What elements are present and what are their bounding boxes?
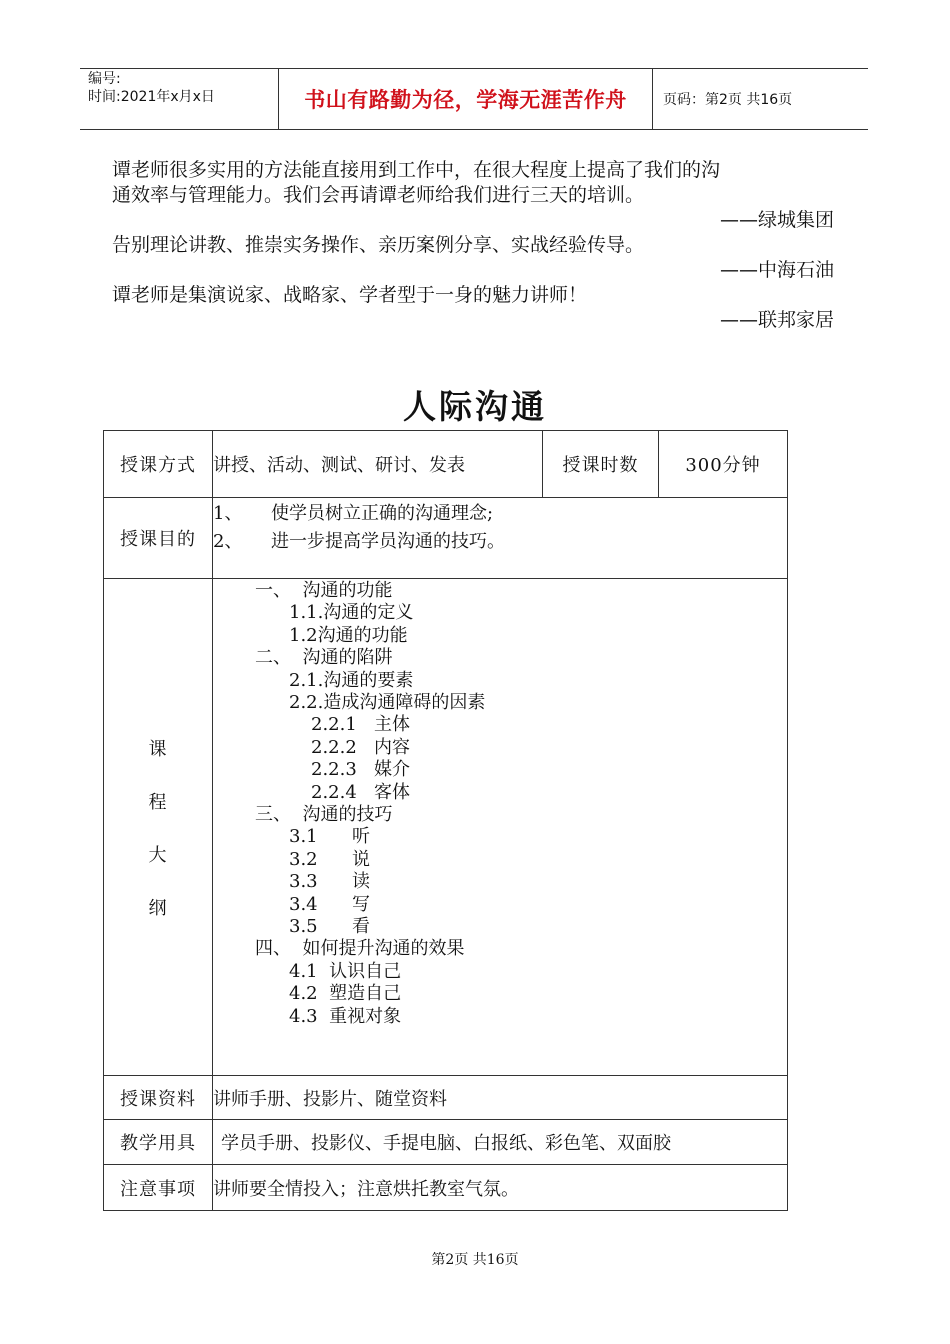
testimonial-source: ——绿城集团 xyxy=(719,209,834,231)
method-label: 授课方式 xyxy=(104,431,213,498)
method-row xyxy=(104,431,788,498)
goal-item xyxy=(213,500,787,528)
outline-label-char: 大 xyxy=(148,844,168,866)
materials-row xyxy=(104,1076,788,1120)
outline-label-char: 程 xyxy=(148,791,168,813)
course-outline xyxy=(213,579,787,1073)
page-title: 人际沟通 xyxy=(403,387,547,426)
testimonial-line: 告别理论讲教、推崇实务操作、亲历案例分享、实战经验传导。 xyxy=(112,234,645,256)
header-meta xyxy=(80,69,279,129)
outline-item: 二、 沟通的陷阱 xyxy=(255,647,393,669)
tools-label: 教学用具 xyxy=(104,1120,213,1165)
goal-cell xyxy=(213,498,788,579)
materials-label: 授课资料 xyxy=(104,1076,213,1120)
outline-label xyxy=(104,735,212,920)
method-value: 讲授、活动、测试、研讨、发表 xyxy=(213,431,543,498)
hours-value: 300分钟 xyxy=(659,431,788,498)
testimonials xyxy=(112,158,834,333)
notes-row xyxy=(104,1165,788,1211)
goal-number: 1、 xyxy=(213,503,243,524)
goal-list xyxy=(213,500,787,556)
goal-label: 授课目的 xyxy=(104,498,213,579)
outline-item: 4.3 重视对象 xyxy=(289,1005,402,1027)
goal-row xyxy=(104,498,788,579)
outline-item: 2.1.沟通的要素 xyxy=(289,669,414,691)
outline-item: 2.2.3 媒介 xyxy=(311,759,410,781)
hours-label: 授课时数 xyxy=(543,431,659,498)
testimonial-line: 谭老师很多实用的方法能直接用到工作中，在很大程度上提高了我们的沟 xyxy=(112,159,721,181)
testimonial-line: 通效率与管理能力。我们会再请谭老师给我们进行三天的培训。 xyxy=(112,184,645,206)
outline-item: 1.2沟通的功能 xyxy=(289,624,408,646)
tools-row xyxy=(104,1120,788,1165)
outline-item: 3.4 写 xyxy=(289,893,370,915)
outline-item: 3.3 读 xyxy=(289,871,370,893)
goal-number: 2、 xyxy=(213,531,243,552)
outline-label-char: 课 xyxy=(148,738,168,760)
goal-text: 使学员树立正确的沟通理念; xyxy=(271,503,494,524)
outline-item: 3.2 说 xyxy=(289,848,370,870)
outline-item: 3.5 看 xyxy=(289,916,370,937)
course-table xyxy=(103,430,788,1211)
goal-text: 进一步提高学员沟通的技巧。 xyxy=(271,531,505,552)
testimonial-line: 谭老师是集演说家、战略家、学者型于一身的魅力讲师！ xyxy=(112,284,588,306)
outline-item: 3.1 听 xyxy=(289,826,370,848)
date-label: 时间:2021年x月x日 xyxy=(88,89,215,105)
outline-item: 2.2.1 主体 xyxy=(311,714,410,736)
outline-cell xyxy=(213,579,788,1076)
outline-row xyxy=(104,579,788,1076)
notes-value: 讲师要全情投入；注意烘托教室气氛。 xyxy=(213,1165,788,1211)
goal-item xyxy=(213,528,787,556)
outline-item: 4.2 塑造自己 xyxy=(289,983,402,1005)
page-footer: 第2页 共16页 xyxy=(431,1252,519,1268)
outline-item: 一、 沟通的功能 xyxy=(255,580,393,601)
outline-item: 三、 沟通的技巧 xyxy=(255,804,393,825)
header-motto: 书山有路勤为径，学海无涯苦作舟 xyxy=(279,69,653,129)
outline-item: 2.2.2 内容 xyxy=(311,736,410,758)
outline-item: 4.1 认识自己 xyxy=(289,960,402,982)
materials-value: 讲师手册、投影片、随堂资料 xyxy=(213,1076,788,1120)
tools-value: 学员手册、投影仪、手提电脑、白报纸、彩色笔、双面胶 xyxy=(213,1120,788,1165)
notes-label: 注意事项 xyxy=(104,1165,213,1211)
outline-label-char: 纲 xyxy=(148,897,168,919)
outline-item: 四、 如何提升沟通的效果 xyxy=(255,938,465,960)
outline-item: 2.2.4 客体 xyxy=(311,781,410,803)
header-page-code: 页码：第2页 共16页 xyxy=(663,92,793,108)
page-header xyxy=(80,68,868,130)
outline-item: 2.2.造成沟通障碍的因素 xyxy=(289,692,486,713)
testimonial-source: ——中海石油 xyxy=(719,259,834,281)
outline-label-cell xyxy=(104,579,213,1076)
testimonial-source: ——联邦家居 xyxy=(719,309,834,331)
outline-item: 1.1.沟通的定义 xyxy=(289,602,414,624)
number-label: 编号: xyxy=(88,71,121,87)
